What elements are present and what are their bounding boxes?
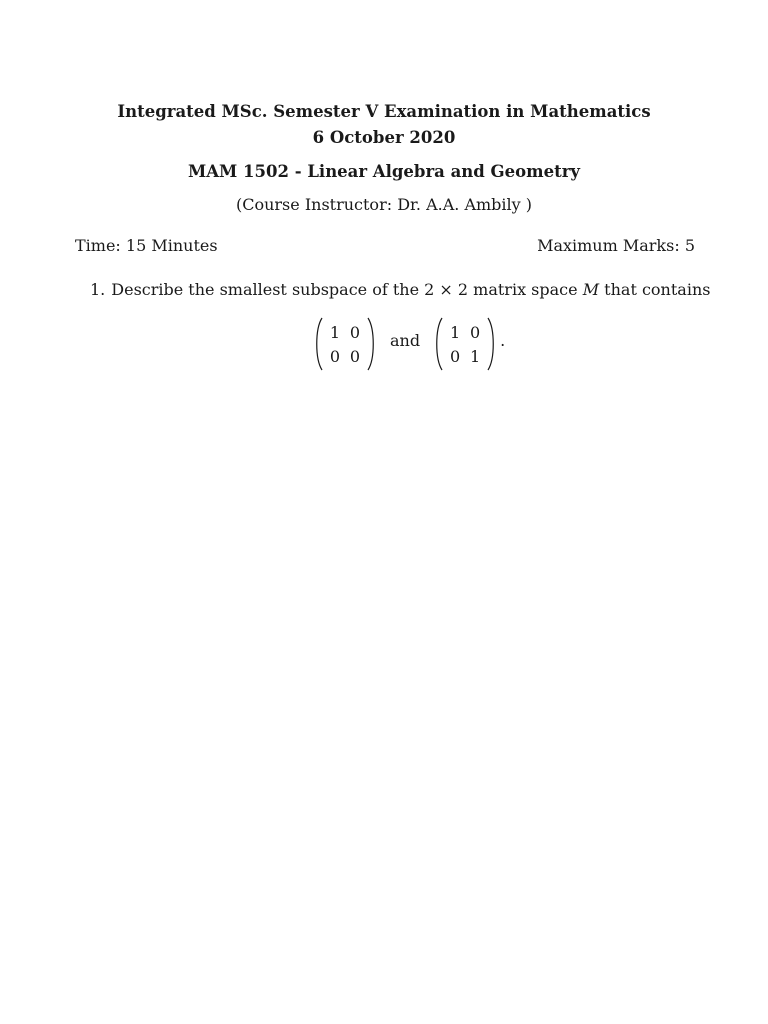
question-variable: M (582, 280, 600, 299)
end-period: . (500, 330, 506, 350)
exam-info-row (75, 236, 695, 255)
matrix-cell: 0 (470, 322, 481, 342)
matrix-cell: 1 (329, 322, 341, 342)
maximum-marks: Maximum Marks: 5 (537, 236, 695, 255)
matrix-cell: 0 (349, 322, 361, 342)
matrix-cell: 1 (470, 346, 481, 366)
question-matrices (314, 316, 505, 372)
time-limit: Time: 15 Minutes (75, 236, 218, 255)
question-1 (90, 280, 710, 299)
right-paren-icon (366, 317, 376, 371)
question-number: 1. (90, 280, 106, 299)
matrix-a (314, 317, 376, 371)
left-paren-icon (434, 317, 444, 371)
right-paren-icon (486, 317, 496, 371)
matrix-cell: 1 (450, 322, 461, 342)
matrix-conjunction: and (390, 330, 421, 350)
course-instructor: (Course Instructor: Dr. A.A. Ambily ) (235, 195, 533, 214)
course-title: MAM 1502 - Linear Algebra and Geometry (187, 162, 581, 181)
exam-date: 6 October 2020 (312, 128, 456, 147)
matrix-cell: 0 (349, 346, 361, 366)
question-text-before: Describe the smallest subspace of the 2 × 2 matrix space (111, 280, 583, 299)
matrix-b (434, 317, 496, 371)
exam-title: Integrated MSc. Semester V Examination in Mathematics (117, 102, 651, 121)
matrix-cell: 0 (329, 346, 341, 366)
matrix-cell: 0 (450, 346, 461, 366)
question-text-after: that contains (599, 280, 711, 299)
left-paren-icon (314, 317, 324, 371)
